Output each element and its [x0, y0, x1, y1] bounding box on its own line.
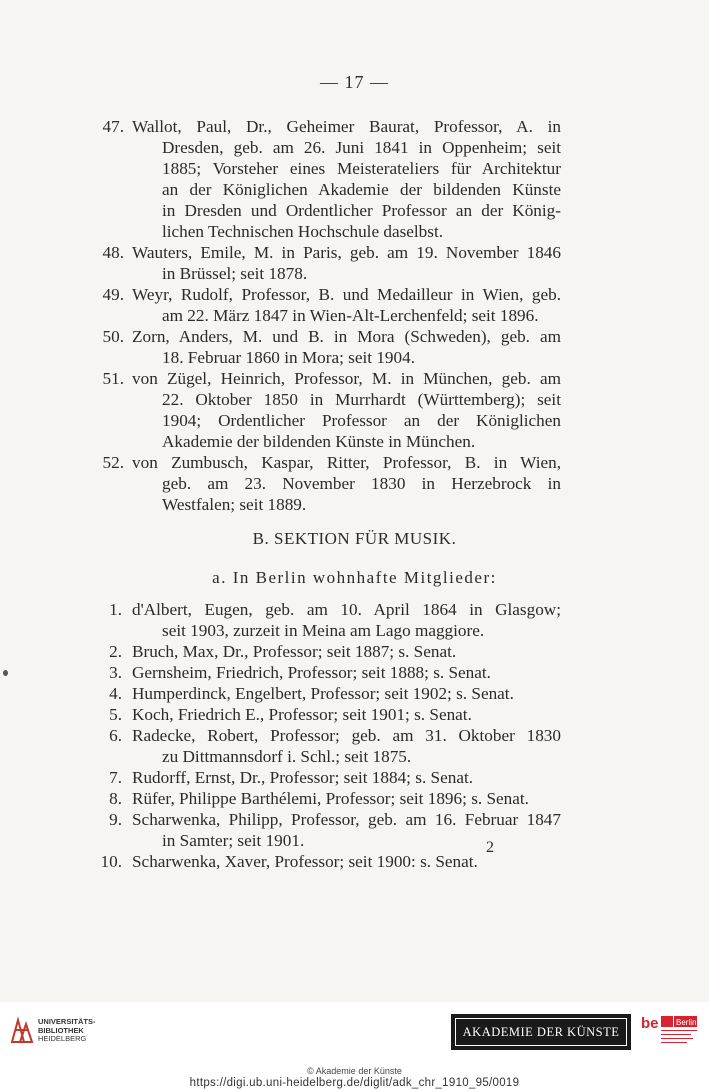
- entry-line: in Samter; seit 1901.: [162, 831, 305, 850]
- entry-line: zu Dittmannsdorf i. Schl.; seit 1875.: [162, 747, 412, 766]
- entry-line: Bruch, Max, Dr., Professor; seit 1887; s. Senat.: [132, 642, 457, 661]
- entry-line: geb. am 23. November 1830 in Herzebrock in: [162, 474, 561, 493]
- entry-line: am 22. März 1847 in Wien-Alt-Lerchenfeld; seit 1896.: [162, 306, 539, 325]
- entry-number: 10.: [100, 852, 122, 871]
- entry-line: 1885; Vorsteher eines Meisterateliers für Architektur: [162, 159, 561, 178]
- entry-number: 4.: [109, 684, 122, 703]
- entry-number: 9.: [109, 810, 122, 829]
- be-logo-text: be: [641, 1015, 659, 1032]
- ub-line: HEIDELBERG: [38, 1034, 87, 1043]
- entry-line: Zorn, Anders, M. und B. in Mora (Schweden), geb. am: [132, 327, 561, 346]
- entry-line: Wallot, Paul, Dr., Geheimer Baurat, Professor, A. in: [132, 117, 561, 136]
- ub-heidelberg-label: [38, 1018, 96, 1044]
- entry-number: 47.: [102, 117, 124, 136]
- source-url-link[interactable]: https://digi.ub.uni-heidelberg.de/diglit/adk_chr_1910_95/0019: [189, 1077, 520, 1089]
- entry-line: an der Königlichen Akademie der bildenden Künste: [162, 180, 561, 199]
- entry-line: Scharwenka, Philipp, Professor, geb. am 16. Februar 1847: [132, 810, 561, 829]
- be-berlin-logo-icon[interactable]: [641, 1012, 699, 1052]
- entry-line: von Zumbusch, Kaspar, Ritter, Professor, B. in Wien,: [132, 453, 561, 472]
- adk-label: AKADEMIE DER KÜNSTE: [455, 1018, 627, 1046]
- entry-line: 18. Februar 1860 in Mora; seit 1904.: [162, 348, 416, 367]
- entry-line: Koch, Friedrich E., Professor; seit 1901; s. Senat.: [132, 705, 472, 724]
- copyright-text: © Akademie der Künste: [307, 1066, 402, 1076]
- section-title: B. SEKTION FÜR MUSIK.: [252, 529, 457, 548]
- entry-number: 6.: [109, 726, 122, 745]
- entry-line: Akademie der bildenden Künste in München.: [162, 432, 476, 451]
- adk-logo[interactable]: [451, 1014, 631, 1050]
- entry-line: Rudorff, Ernst, Dr., Professor; seit 1884; s. Senat.: [132, 768, 474, 787]
- entry-number: 52.: [102, 453, 124, 472]
- entry-line: Westfalen; seit 1889.: [162, 495, 307, 514]
- entry-number: 48.: [102, 243, 124, 262]
- entry-line: Radecke, Robert, Professor; geb. am 31. Oktober 1830: [132, 726, 561, 745]
- entry-line: von Zügel, Heinrich, Professor, M. in München, geb. am: [132, 369, 561, 388]
- scan-speck: [3, 670, 8, 676]
- entry-line: seit 1903, zurzeit in Meina am Lago maggiore.: [162, 621, 485, 640]
- entry-number: 51.: [102, 369, 124, 388]
- entry-number: 5.: [109, 705, 122, 724]
- signature-mark: 2: [486, 839, 494, 856]
- entry-number: 8.: [109, 789, 122, 808]
- page-number: — 17 —: [320, 72, 389, 92]
- entry-number: 50.: [102, 327, 124, 346]
- entry-line: lichen Technischen Hochschule daselbst.: [162, 222, 444, 241]
- entry-line: in Brüssel; seit 1878.: [162, 264, 308, 283]
- entry-line: d'Albert, Eugen, geb. am 10. April 1864 in Glasgow;: [132, 600, 561, 619]
- entry-number: 1.: [109, 600, 122, 619]
- entry-line: Humperdinck, Engelbert, Professor; seit 1902; s. Senat.: [132, 684, 514, 703]
- subsection-title: a. In Berlin wohnhafte Mitglieder:: [212, 568, 497, 587]
- entry-line: Rüfer, Philippe Barthélemi, Professor; seit 1896; s. Senat.: [132, 789, 529, 808]
- entry-number: 7.: [109, 768, 122, 787]
- entry-line: Wauters, Emile, M. in Paris, geb. am 19. November 1846: [132, 243, 561, 262]
- entry-line: 1904; Ordentlicher Professor an der Königlichen: [162, 411, 561, 430]
- entry-line: Gernsheim, Friedrich, Professor; seit 1888; s. Senat.: [132, 663, 491, 682]
- entry-line: Weyr, Rudolf, Professor, B. und Medailleur in Wien, geb.: [132, 285, 561, 304]
- entry-number: 49.: [102, 285, 124, 304]
- ub-line: BIBLIOTHEK: [38, 1025, 84, 1035]
- entry-line: Dresden, geb. am 26. Juni 1841 in Oppenheim; seit: [162, 138, 561, 157]
- entry-number: 3.: [109, 663, 122, 682]
- entry-line: in Dresden und Ordentlicher Professor an der König-: [162, 201, 561, 220]
- entry-line: Scharwenka, Xaver, Professor; seit 1900: s. Senat.: [132, 852, 478, 871]
- entry-number: 2.: [109, 642, 122, 661]
- entry-line: 22. Oktober 1850 in Murrhardt (Württemberg); seit: [162, 390, 561, 409]
- ub-line: UNIVERSITÄTS-: [38, 1017, 96, 1026]
- be-berlin-label: Berlin: [676, 1018, 697, 1027]
